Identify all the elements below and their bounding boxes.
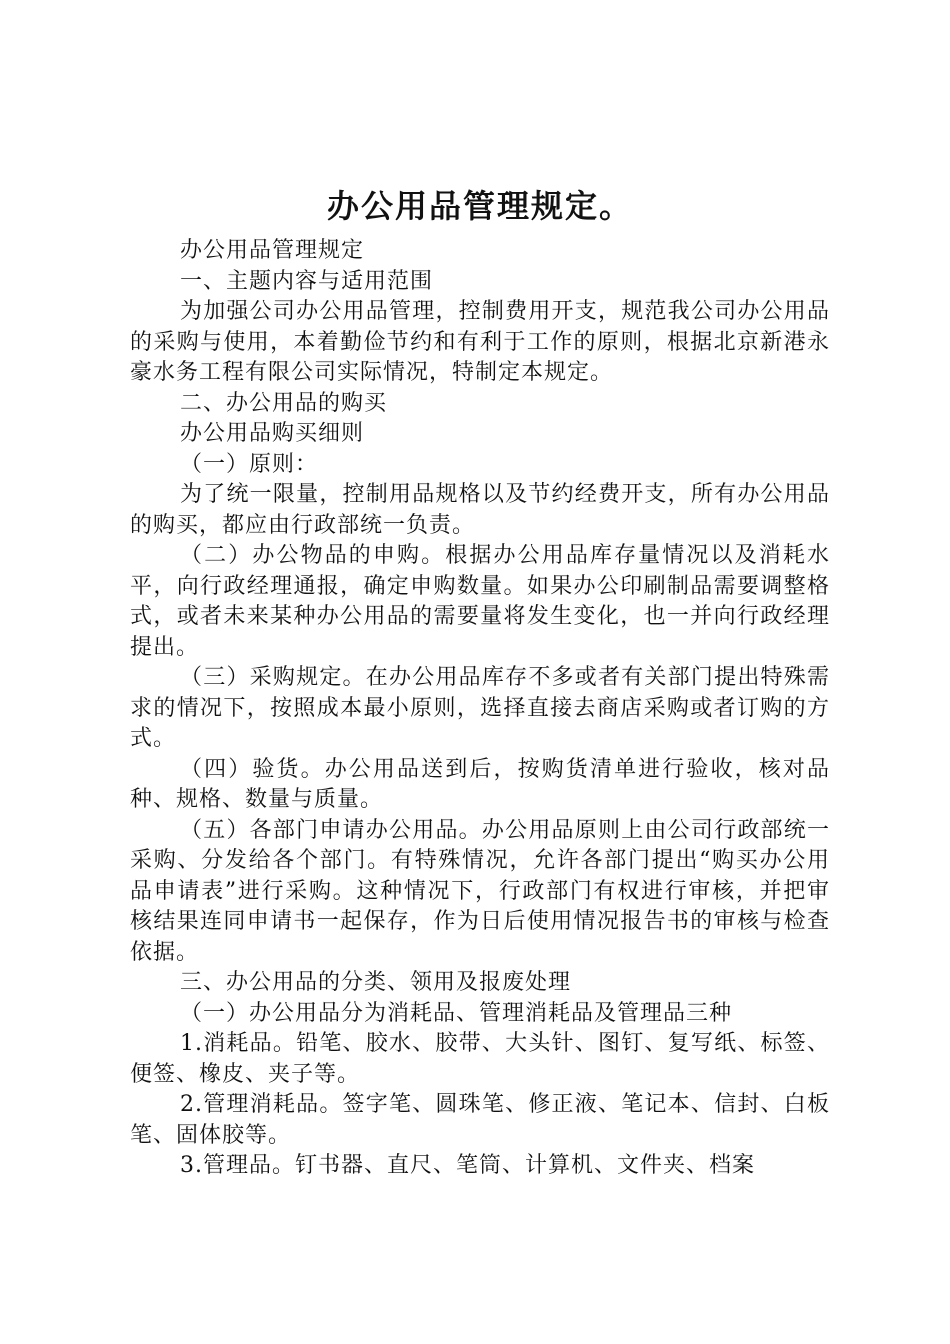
section-heading-2: 二、办公用品的购买 xyxy=(180,390,388,416)
list-item-heading: （一）原则： xyxy=(180,451,319,477)
paragraph-heading: 办公用品管理规定 xyxy=(180,238,365,263)
document-title: 办公用品管理规定。 xyxy=(326,187,633,225)
list-item: 2.管理消耗品。签字笔、圆珠笔、修正液、笔记本、信封、白板笔、固体胶等。 xyxy=(130,1092,830,1148)
paragraph: （四）验货。办公用品送到后，按购货清单进行验收，核对品种、规格、数量与质量。 xyxy=(130,756,830,812)
list-item: 3.管理品。钉书器、直尺、笔筒、计算机、文件夹、档案 xyxy=(180,1153,755,1178)
paragraph: 为了统一限量，控制用品规格以及节约经费开支，所有办公用品的购买，都应由行政部统一负责。 xyxy=(130,482,830,538)
paragraph: （三）采购规定。在办公用品库存不多或者有关部门提出特殊需求的情况下，按照成本最小原则，选择直接去商店采购或者订购的方式。 xyxy=(130,665,830,751)
paragraph: （五）各部门申请办公用品。办公用品原则上由公司行政部统一采购、分发给各个部门。有特殊情况，允许各部门提出“购买办公用品申请表”进行采购。这种情况下，行政部门有权进行审核，并把审核结果连同申请书一起保存，作为日后使用情况报告书的审核与检查依据。 xyxy=(130,817,830,965)
list-item: 1.消耗品。铅笔、胶水、胶带、大头针、图钉、复写纸、标签、便签、橡皮、夹子等。 xyxy=(130,1031,830,1087)
document-page xyxy=(130,180,830,1182)
list-item-heading: （一）办公用品分为消耗品、管理消耗品及管理品三种 xyxy=(180,1000,733,1026)
subsection-heading: 办公用品购买细则 xyxy=(180,421,365,446)
section-heading-1: 一、主题内容与适用范围 xyxy=(180,268,434,294)
paragraph: 为加强公司办公用品管理，控制费用开支，规范我公司办公用品的采购与使用，本着勤俭节约和有利于工作的原则，根据北京新港永豪水务工程有限公司实际情况，特制定本规定。 xyxy=(130,299,830,385)
section-heading-3: 三、办公用品的分类、领用及报废处理 xyxy=(180,970,572,995)
paragraph: （二）办公物品的申购。根据办公用品库存量情况以及消耗水平，向行政经理通报，确定申购数量。如果办公印刷制品需要调整格式，或者未来某种办公用品的需要量将发生变化，也一并向行政经理提出。 xyxy=(130,543,830,660)
